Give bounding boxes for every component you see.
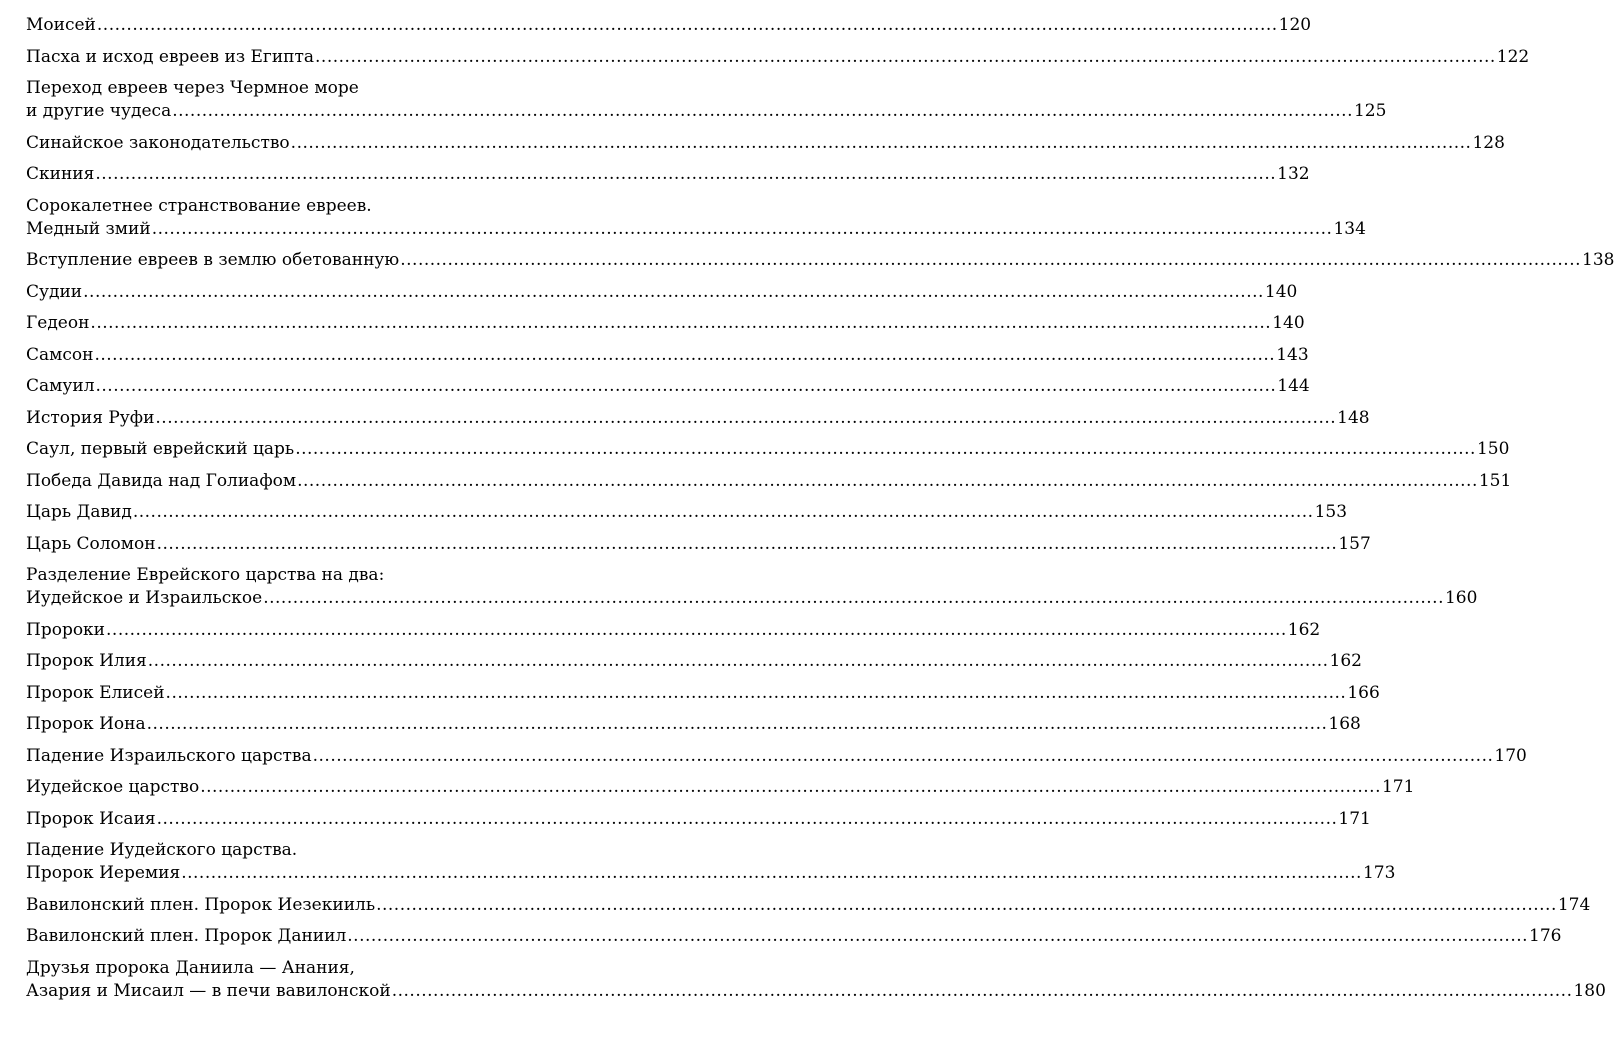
page-number: 157	[1338, 533, 1371, 554]
toc-entry-last-line	[26, 682, 1380, 705]
page-number: 170	[1494, 745, 1527, 766]
toc-entry-last-line	[26, 14, 1312, 37]
toc-entry	[26, 14, 1312, 37]
toc-entry-title: Самсон	[26, 344, 94, 365]
dot-leader: ........................................................................................................................................................................................................	[156, 533, 1338, 554]
toc-entry-last-line	[26, 619, 1321, 642]
toc-entry	[26, 713, 1361, 736]
toc-entry-title: Иудейское и Израильское	[26, 588, 263, 608]
toc-entry	[26, 77, 1387, 123]
toc-entry-last-line	[26, 249, 1614, 272]
dot-leader: ........................................................................................................................................................................................................	[106, 619, 1287, 640]
toc-entry	[26, 312, 1305, 335]
dot-leader: ........................................................................................................................................................................................................	[155, 407, 1337, 428]
page-number: 120	[1278, 15, 1312, 35]
toc-entry	[26, 619, 1321, 642]
dot-leader: ........................................................................................................................................................................................................	[391, 980, 1573, 1001]
toc-entry-title: Синайское законодательство	[26, 132, 290, 153]
toc-entry-last-line	[26, 100, 1387, 123]
toc-entry	[26, 808, 1371, 831]
toc-entry	[26, 407, 1370, 430]
toc-entry-title: История Руфи	[26, 407, 155, 428]
toc-entry-title: Царь Соломон	[26, 533, 156, 554]
toc-entry-title: Судии	[26, 281, 83, 302]
toc-entry-title: Царь Давид	[26, 502, 132, 522]
dot-leader: ........................................................................................................................................................................................................	[95, 164, 1277, 184]
dot-leader: ........................................................................................................................................................................................................	[147, 651, 1329, 671]
toc-entry-title: Падение Израильского царства	[26, 745, 312, 766]
toc-entry	[26, 132, 1505, 155]
toc-entry	[26, 682, 1380, 705]
toc-entry-title: Саул, первый еврейский царь	[26, 439, 295, 459]
toc-entry-title: Вступление евреев в землю обетованную	[26, 250, 400, 270]
dot-leader: ........................................................................................................................................................................................................	[376, 894, 1557, 915]
toc-entry-last-line	[26, 776, 1415, 799]
toc-entry-last-line	[26, 650, 1362, 673]
toc-entry-last-line	[26, 587, 1478, 610]
page-number: 140	[1272, 313, 1305, 333]
toc-entry	[26, 839, 1396, 885]
toc-entry-line	[26, 564, 536, 587]
toc-entry-title: Гедеон	[26, 313, 90, 333]
toc-entry-last-line	[26, 132, 1505, 155]
page-number: 143	[1276, 344, 1309, 365]
dot-leader: ........................................................................................................................................................................................................	[295, 439, 1476, 459]
toc-entry-last-line	[26, 713, 1361, 736]
toc-entry-title: Пророки	[26, 619, 106, 640]
page-number: 173	[1362, 863, 1396, 883]
toc-entry-last-line	[26, 375, 1310, 398]
toc-entry	[26, 163, 1310, 186]
dot-leader: ........................................................................................................................................................................................................	[96, 15, 1278, 35]
dot-leader: ........................................................................................................................................................................................................	[172, 101, 1353, 121]
dot-leader: ........................................................................................................................................................................................................	[156, 808, 1338, 829]
toc-entry-line	[26, 77, 536, 100]
dot-leader: ........................................................................................................................................................................................................	[83, 281, 1264, 302]
toc-entry	[26, 894, 1591, 917]
page-number: 128	[1472, 132, 1505, 153]
toc-entry-line	[26, 957, 536, 980]
toc-entry	[26, 470, 1512, 493]
page-number: 160	[1444, 588, 1478, 608]
page-number: 148	[1337, 407, 1370, 428]
dot-leader: ........................................................................................................................................................................................................	[151, 218, 1333, 239]
dot-leader: ........................................................................................................................................................................................................	[312, 745, 1494, 766]
toc-entry-last-line	[26, 533, 1371, 556]
toc-entry-title: Скиния	[26, 164, 95, 184]
toc-entry-last-line	[26, 407, 1370, 430]
page-number: 171	[1338, 808, 1371, 829]
toc-entry-line	[26, 839, 536, 862]
toc-entry-title: Пророк Иеремия	[26, 863, 181, 883]
dot-leader: ........................................................................................................................................................................................................	[95, 376, 1277, 396]
toc-entry	[26, 249, 1614, 272]
page-number: 125	[1353, 101, 1387, 121]
toc-entry-last-line	[26, 312, 1305, 335]
toc-entry-last-line	[26, 163, 1310, 186]
toc-entry	[26, 533, 1371, 556]
toc-entry-last-line	[26, 894, 1591, 917]
dot-leader: ........................................................................................................................................................................................................	[315, 46, 1496, 67]
dot-leader: ........................................................................................................................................................................................................	[347, 926, 1529, 946]
toc-entry	[26, 375, 1310, 398]
page-number: 176	[1529, 926, 1562, 946]
toc-entry-last-line	[26, 501, 1348, 524]
page-number: 174	[1557, 894, 1591, 915]
dot-leader: ........................................................................................................................................................................................................	[400, 250, 1581, 270]
toc-entry-last-line	[26, 808, 1371, 831]
toc-entry	[26, 46, 1530, 69]
dot-leader: ........................................................................................................................................................................................................	[200, 777, 1381, 797]
page-number: 166	[1347, 682, 1380, 703]
dot-leader: ........................................................................................................................................................................................................	[297, 470, 1478, 491]
toc-entry-title: Падение Иудейского царства.	[26, 840, 298, 860]
dot-leader: ........................................................................................................................................................................................................	[90, 313, 1272, 333]
page-number: 171	[1381, 777, 1415, 797]
toc-entry	[26, 564, 1478, 610]
toc-entry	[26, 650, 1362, 673]
page-number: 151	[1478, 470, 1512, 491]
toc-entry-title: Моисей	[26, 15, 96, 35]
toc-entry-title: Друзья пророка Даниила — Анания,	[26, 957, 355, 978]
toc-entry-title: Медный змий	[26, 218, 151, 239]
dot-leader: ........................................................................................................................................................................................................	[132, 502, 1314, 522]
toc-entry-last-line	[26, 470, 1512, 493]
page-number: 134	[1333, 218, 1366, 239]
toc-entry-title: Вавилонский плен. Пророк Даниил	[26, 926, 347, 946]
toc-entry-title: Сорокалетнее странствование евреев.	[26, 195, 372, 216]
toc-entry-title: Пророк Иона	[26, 714, 146, 734]
page-number: 132	[1277, 164, 1310, 184]
toc-entry-last-line	[26, 281, 1298, 304]
toc-entry-last-line	[26, 925, 1562, 948]
toc-entry	[26, 195, 1366, 241]
toc-entry	[26, 344, 1309, 367]
toc-entry-title: Иудейское царство	[26, 777, 200, 797]
dot-leader: ........................................................................................................................................................................................................	[290, 132, 1472, 153]
toc-entry-title: Пророк Елисей	[26, 682, 165, 703]
page-number: 140	[1264, 281, 1298, 302]
toc-entry	[26, 957, 1606, 1003]
toc-entry-line	[26, 195, 536, 218]
toc-entry-title: Самуил	[26, 376, 95, 396]
dot-leader: ........................................................................................................................................................................................................	[263, 588, 1444, 608]
dot-leader: ........................................................................................................................................................................................................	[165, 682, 1347, 703]
toc-entry-title: Азария и Мисаил — в печи вавилонской	[26, 980, 391, 1001]
page-number: 122	[1496, 46, 1530, 67]
page-number: 138	[1582, 250, 1614, 270]
dot-leader: ........................................................................................................................................................................................................	[181, 863, 1362, 883]
page-number: 162	[1287, 619, 1321, 640]
toc-entry	[26, 776, 1415, 799]
toc-entry-title: Вавилонский плен. Пророк Иезекииль	[26, 894, 376, 915]
toc-entry-last-line	[26, 344, 1309, 367]
toc-entry	[26, 925, 1562, 948]
toc-entry-title: Разделение Еврейского царства на два:	[26, 565, 385, 585]
page-number: 144	[1277, 376, 1310, 396]
table-of-contents	[26, 14, 1614, 1011]
toc-entry-title: и другие чудеса	[26, 101, 172, 121]
toc-entry-title: Пасха и исход евреев из Египта	[26, 46, 315, 67]
toc-entry-last-line	[26, 46, 1530, 69]
page-number: 180	[1573, 980, 1606, 1001]
page-number: 162	[1329, 651, 1362, 671]
toc-entry	[26, 438, 1510, 461]
toc-entry	[26, 745, 1527, 768]
toc-entry-last-line	[26, 745, 1527, 768]
toc-entry-last-line	[26, 438, 1510, 461]
page-number: 150	[1476, 439, 1510, 459]
toc-entry-last-line	[26, 980, 1606, 1003]
toc-entry-title: Пророк Илия	[26, 651, 147, 671]
toc-entry-title: Переход евреев через Чермное море	[26, 78, 359, 98]
dot-leader: ........................................................................................................................................................................................................	[94, 344, 1276, 365]
page-number: 168	[1328, 714, 1361, 734]
toc-entry-last-line	[26, 862, 1396, 885]
toc-entry	[26, 281, 1298, 304]
toc-entry	[26, 501, 1348, 524]
page-number: 153	[1314, 502, 1348, 522]
dot-leader: ........................................................................................................................................................................................................	[146, 714, 1328, 734]
toc-entry-last-line	[26, 218, 1366, 241]
toc-entry-title: Пророк Исаия	[26, 808, 156, 829]
toc-entry-title: Победа Давида над Голиафом	[26, 470, 297, 491]
